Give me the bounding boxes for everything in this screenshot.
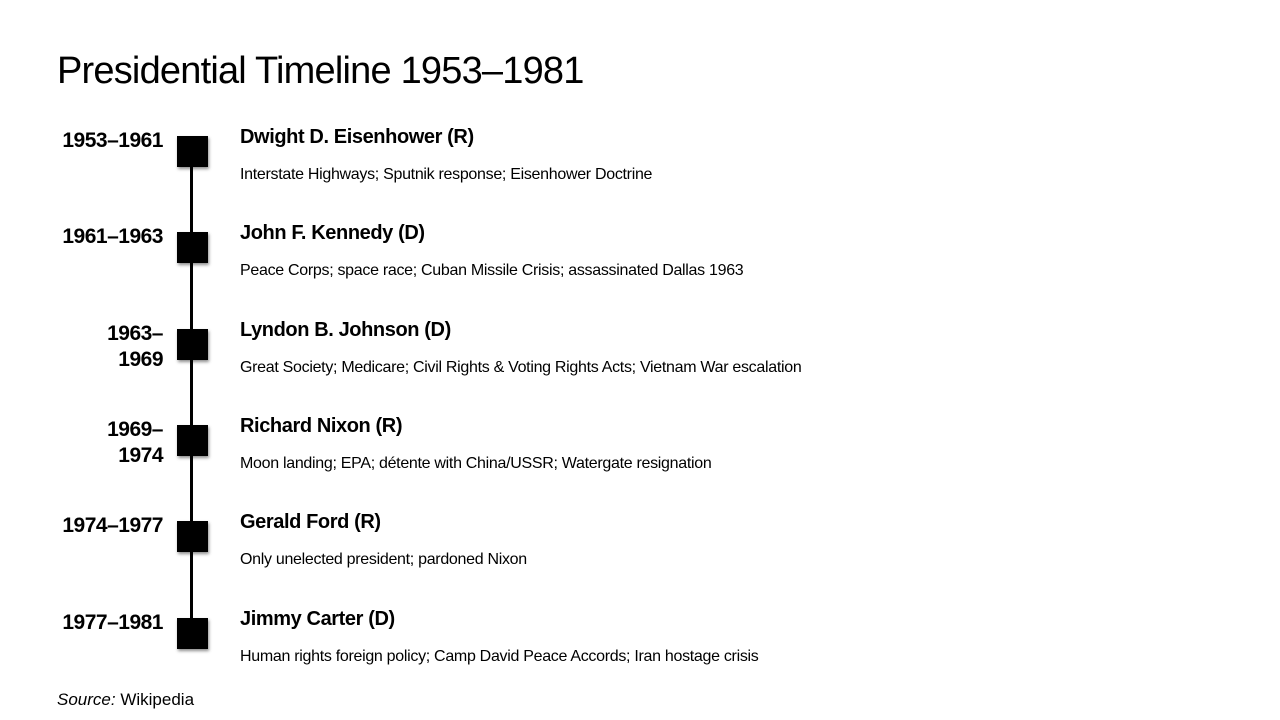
president-description: Human rights foreign policy; Camp David Peace Accords; Iran hostage crisis (240, 647, 759, 665)
term-years: 1961–1963 (62, 225, 163, 249)
president-name: Dwight D. Eisenhower (R) (240, 126, 474, 148)
timeline-entry (0, 414, 1280, 513)
president-name: Gerald Ford (R) (240, 511, 381, 534)
timeline-marker (177, 618, 208, 649)
page-title: Presidential Timeline 1953–1981 (57, 50, 584, 92)
president-name: John F. Kennedy (D) (240, 222, 425, 245)
president-description: Moon landing; EPA; détente with China/USSR; Watergate resignation (240, 454, 712, 472)
president-description: Only unelected president; pardoned Nixon (240, 551, 527, 569)
term-years: 1974–1977 (62, 514, 163, 538)
timeline-entry (0, 513, 1280, 609)
timeline-marker (177, 136, 208, 167)
timeline-marker (177, 232, 208, 263)
president-description: Interstate Highways; Sputnik response; Eisenhower Doctrine (240, 166, 653, 183)
president-description: Great Society; Medicare; Civil Rights & Voting Rights Acts; Vietnam War escalation (240, 358, 802, 376)
timeline-entry (0, 128, 1280, 224)
timeline-marker (177, 329, 208, 360)
president-description: Peace Corps; space race; Cuban Missile Crisis; assassinated Dallas 1963 (240, 262, 744, 280)
president-name: Jimmy Carter (D) (240, 607, 395, 630)
timeline-marker (177, 521, 208, 552)
timeline-entry (0, 318, 1280, 417)
term-years: 1953–1961 (62, 129, 163, 152)
term-years: 1963– 1969 (107, 321, 163, 371)
source-value: Wikipedia (120, 690, 195, 709)
timeline-marker (177, 425, 208, 456)
president-name: Lyndon B. Johnson (D) (240, 318, 451, 341)
term-years: 1977–1981 (62, 610, 163, 634)
timeline-entry (0, 224, 1280, 320)
source-note (57, 690, 194, 710)
source-label: Source: (57, 690, 116, 709)
president-name: Richard Nixon (R) (240, 414, 403, 437)
term-years: 1969– 1974 (107, 417, 163, 467)
